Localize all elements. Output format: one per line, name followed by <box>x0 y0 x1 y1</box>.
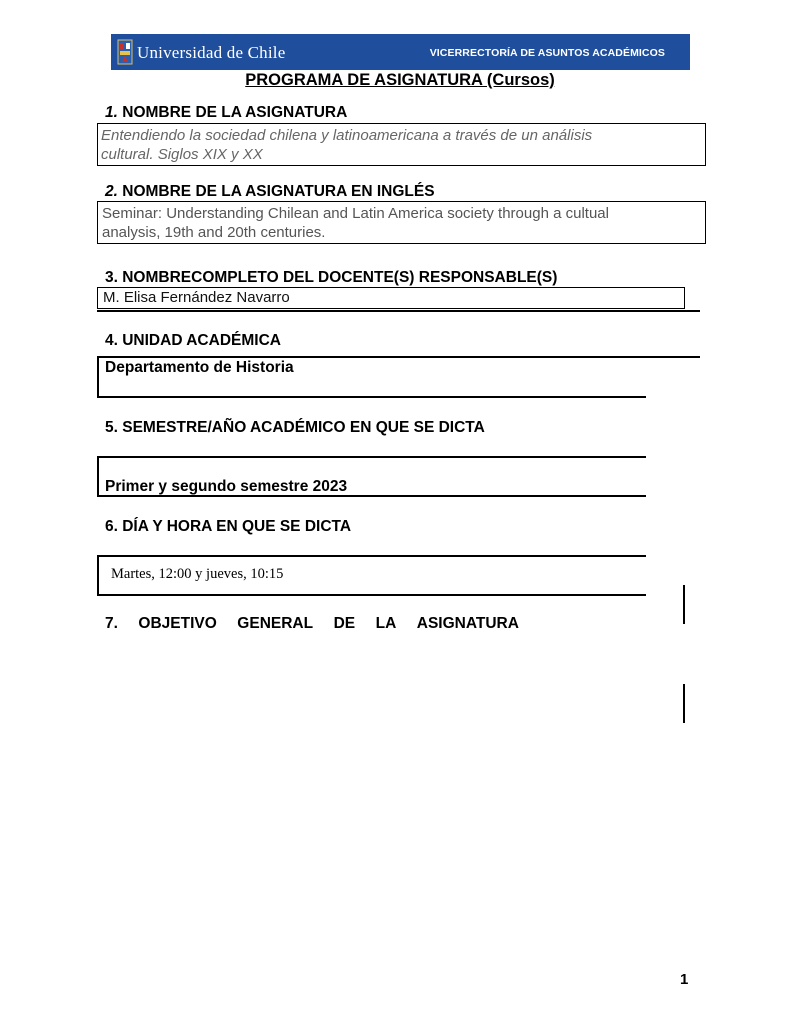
university-name: Universidad de Chile <box>137 43 286 62</box>
instructor-name: M. Elisa Fernández Navarro <box>103 289 290 306</box>
section-5-heading: 5. SEMESTRE/AÑO ACADÉMICO EN QUE SE DICTA <box>105 419 485 436</box>
header-banner <box>111 34 690 70</box>
section-7-word: 7. <box>105 615 118 632</box>
divider <box>97 456 646 458</box>
section-6-heading: 6. DÍA Y HORA EN QUE SE DICTA <box>105 518 352 535</box>
section-7-word: OBJETIVO <box>138 615 217 632</box>
section-3-heading: 3. NOMBRECOMPLETO DEL DOCENTE(S) RESPONSABLE(S) <box>105 269 558 286</box>
divider <box>683 585 685 624</box>
schedule-value: Martes, 12:00 y jueves, 10:15 <box>111 566 284 582</box>
section-2-number: 2. <box>105 183 118 200</box>
section-7-heading <box>105 615 519 633</box>
divider <box>97 555 99 595</box>
section-7-word: DE <box>333 615 356 632</box>
divider <box>97 396 646 398</box>
academic-unit-value: Departamento de Historia <box>105 359 294 376</box>
semester-value: Primer y segundo semestre 2023 <box>105 478 348 495</box>
divider <box>97 594 646 596</box>
divider <box>97 310 700 312</box>
page-number: 1 <box>680 971 689 988</box>
course-name-line-1: Entendiendo la sociedad chilena y latinoamericana a través de un análisis <box>101 127 593 144</box>
section-7-word: LA <box>375 615 397 632</box>
course-name-english-line-2: analysis, 19th and 20th centuries. <box>102 224 326 241</box>
section-1-heading <box>105 104 347 122</box>
section-1-box <box>97 123 706 166</box>
divider <box>97 356 99 396</box>
section-1-title: NOMBRE DE LA ASIGNATURA <box>122 104 348 121</box>
divider <box>97 555 646 557</box>
vice-rectorate-label: VICERRECTORÍA DE ASUNTOS ACADÉMICOS <box>429 47 665 59</box>
course-name-line-2: cultural. Siglos XIX y XX <box>101 146 263 163</box>
section-4-heading: 4. UNIDAD ACADÉMICA <box>105 332 281 349</box>
university-crest-icon <box>117 38 133 66</box>
section-2-heading <box>105 183 435 201</box>
section-2-title: NOMBRE DE LA ASIGNATURA EN INGLÉS <box>122 183 435 200</box>
section-2-box <box>97 201 706 244</box>
divider <box>683 684 685 723</box>
section-3-box <box>97 287 685 309</box>
divider <box>97 356 700 358</box>
divider <box>97 495 646 497</box>
section-1-number: 1. <box>105 104 118 121</box>
divider <box>97 456 99 496</box>
page-title: PROGRAMA DE ASIGNATURA (Cursos) <box>245 71 555 89</box>
course-name-english-line-1: Seminar: Understanding Chilean and Latin America society through a cultual <box>102 205 609 222</box>
section-7-word: ASIGNATURA <box>416 615 519 632</box>
section-7-word: GENERAL <box>237 615 314 632</box>
